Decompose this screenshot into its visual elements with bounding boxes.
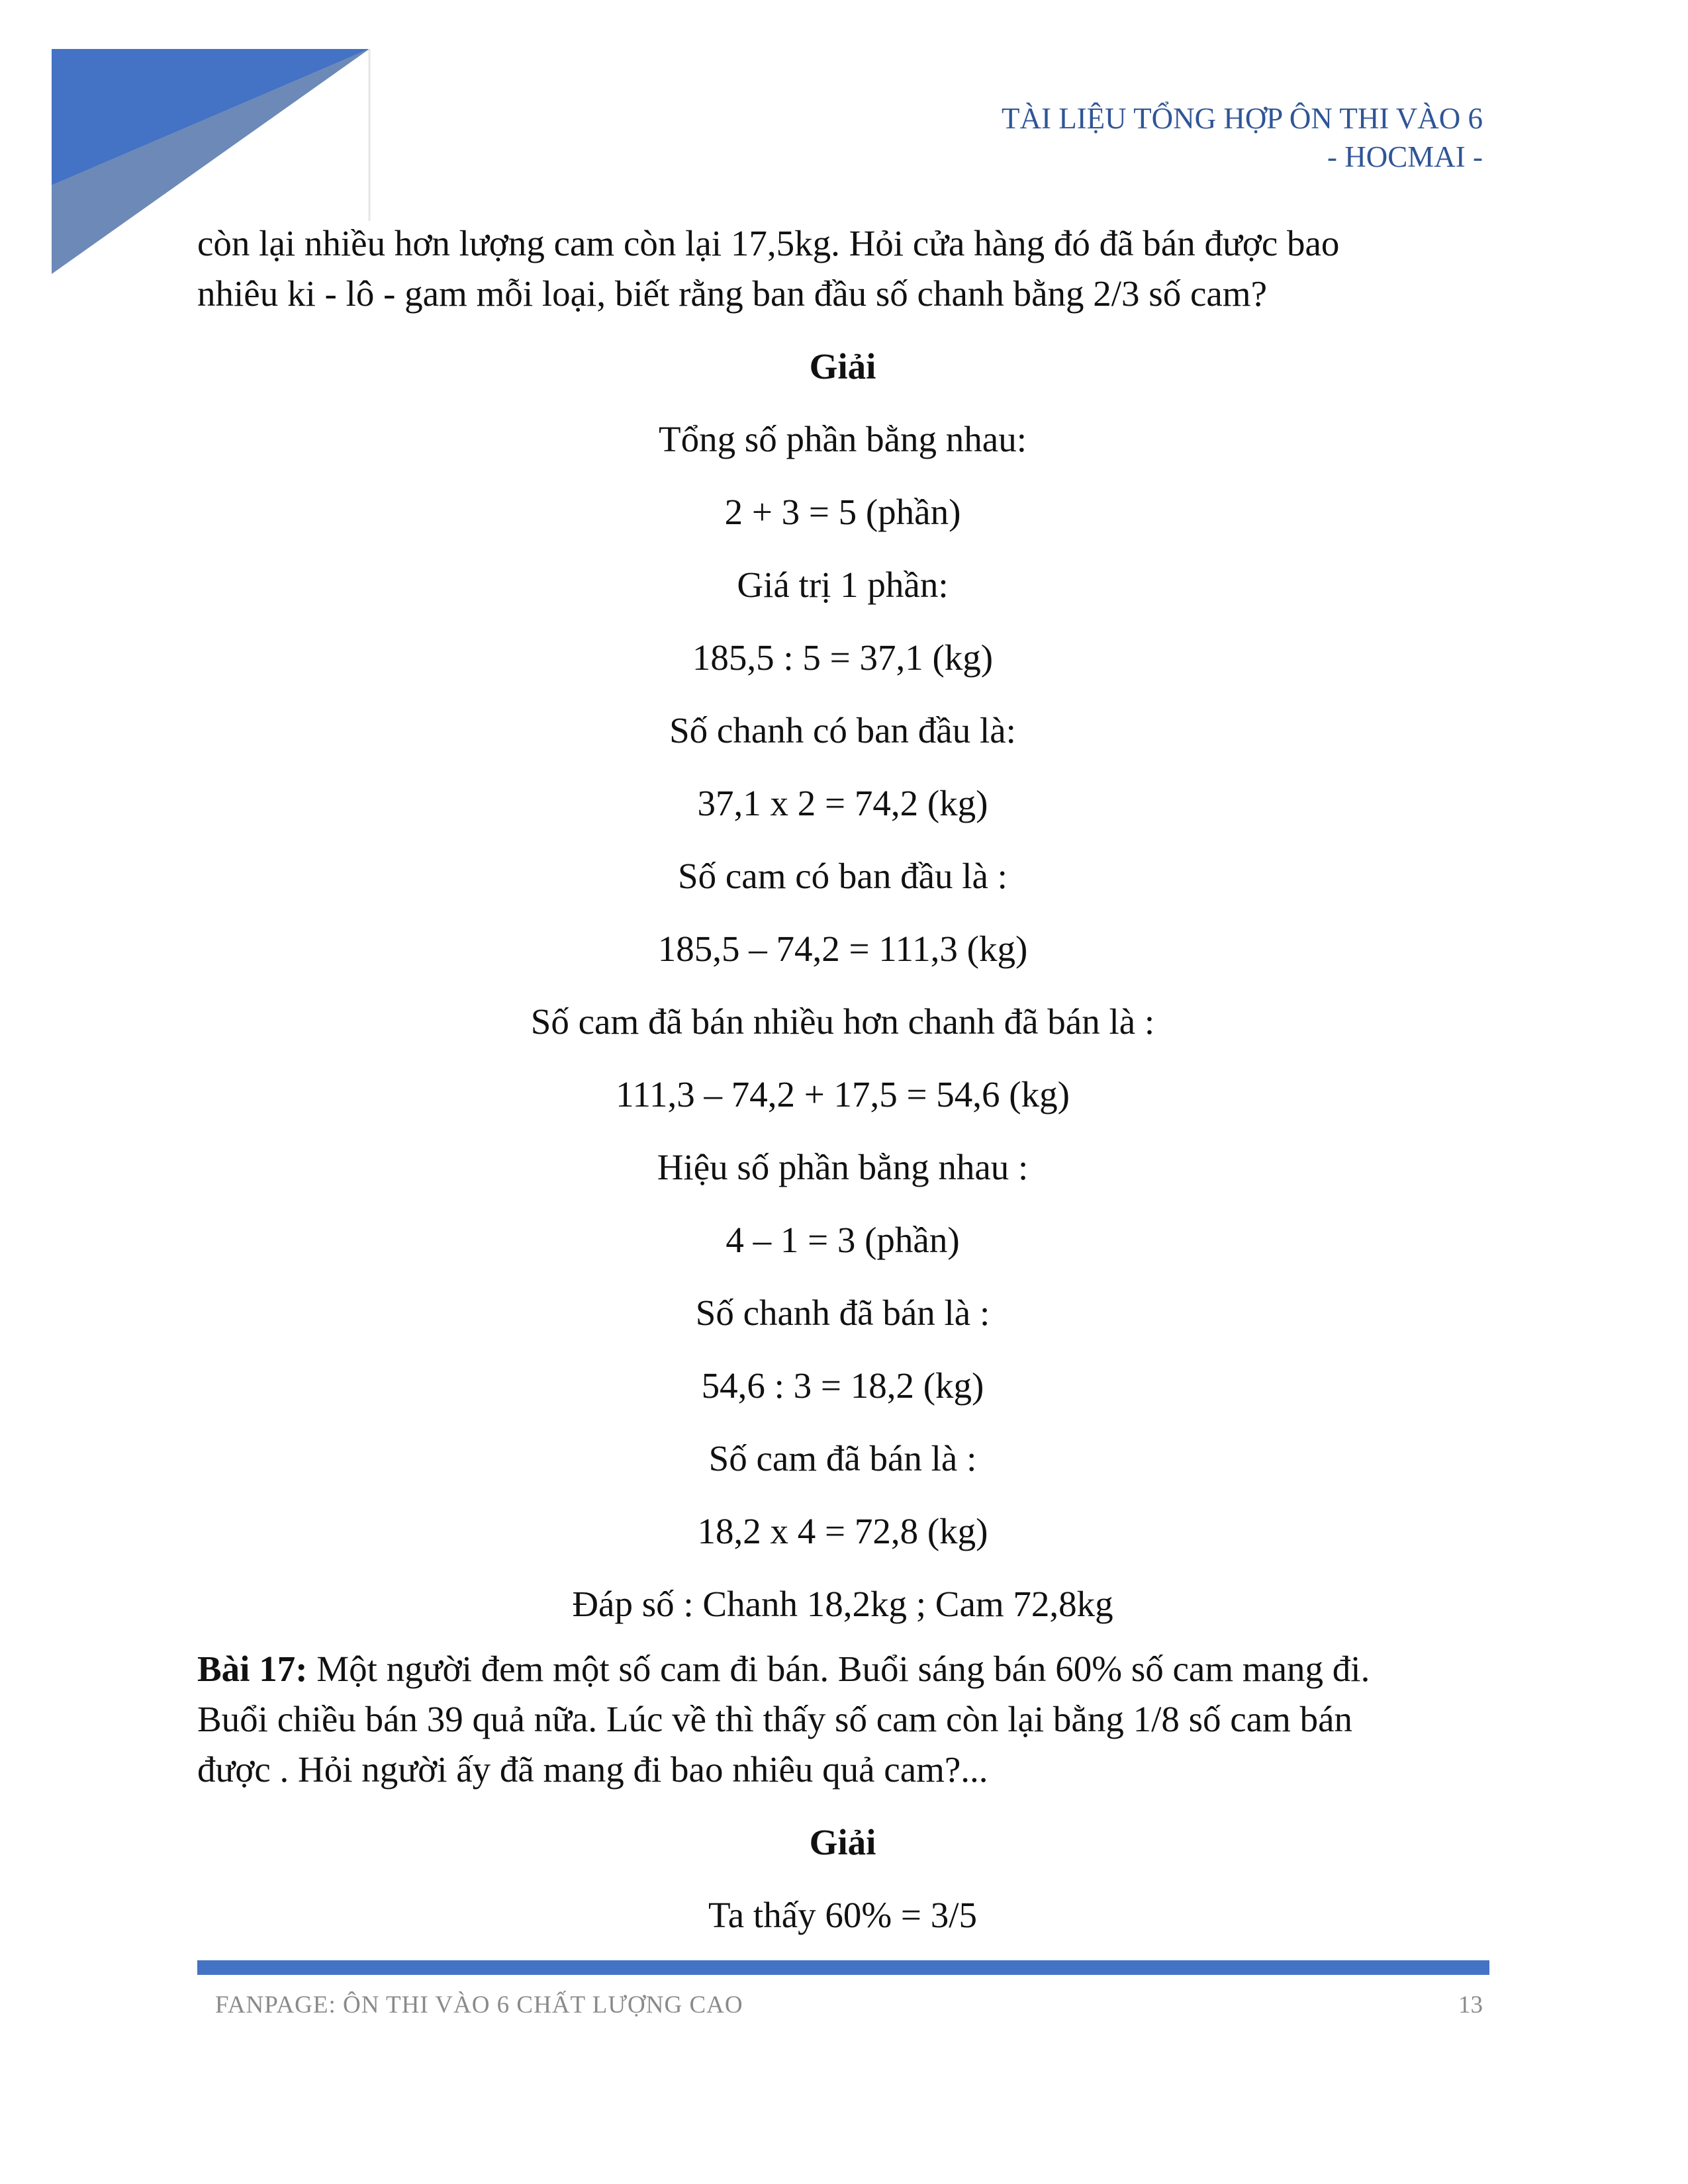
intro-line-2: nhiêu ki - lô - gam mỗi loại, biết rằng ban đầu số chanh bằng 2/3 số cam? bbox=[197, 273, 1267, 314]
solution-heading: Giải bbox=[809, 1822, 876, 1862]
page-header bbox=[1002, 99, 1483, 176]
footer-divider bbox=[197, 1960, 1489, 1975]
solution-line: 54,6 : 3 = 18,2 (kg) bbox=[701, 1365, 984, 1406]
solution-line: 111,3 – 74,2 + 17,5 = 54,6 (kg) bbox=[616, 1074, 1070, 1115]
solution-line: Giá trị 1 phần: bbox=[737, 565, 949, 605]
solution-line: 37,1 x 2 = 74,2 (kg) bbox=[697, 783, 988, 823]
solution-line: 185,5 : 5 = 37,1 (kg) bbox=[692, 637, 994, 678]
solution-line: Hiệu số phần bằng nhau : bbox=[657, 1147, 1029, 1187]
solution-line: 4 – 1 = 3 (phần) bbox=[726, 1220, 960, 1260]
header-subtitle: - HOCMAI - bbox=[1327, 140, 1483, 173]
page-number: 13 bbox=[1458, 1991, 1483, 2019]
document-body bbox=[197, 218, 1488, 1940]
solution-line: Số cam đã bán là : bbox=[708, 1438, 977, 1479]
solution-heading: Giải bbox=[809, 346, 876, 387]
footer-fanpage: FANPAGE: ÔN THI VÀO 6 CHẤT LƯỢNG CAO bbox=[215, 1991, 743, 2019]
problem-label: Bài 17: bbox=[197, 1649, 308, 1689]
solution-answer: Đáp số : Chanh 18,2kg ; Cam 72,8kg bbox=[572, 1584, 1113, 1624]
solution-line: Tổng số phần bằng nhau: bbox=[658, 419, 1027, 459]
solution-line: 18,2 x 4 = 72,8 (kg) bbox=[697, 1511, 988, 1551]
solution-line: Số cam có ban đầu là : bbox=[678, 856, 1008, 896]
solution-line: Ta thấy 60% = 3/5 bbox=[708, 1895, 977, 1935]
problem-text: Buổi chiều bán 39 quả nữa. Lúc về thì thấy số cam còn lại bằng 1/8 số cam bán bbox=[197, 1699, 1353, 1739]
header-title: TÀI LIỆU TỔNG HỢP ÔN THI VÀO 6 bbox=[1001, 102, 1483, 135]
intro-line-1: còn lại nhiều hơn lượng cam còn lại 17,5kg. Hỏi cửa hàng đó đã bán được bao bbox=[197, 223, 1340, 263]
solution-line: Số chanh đã bán là : bbox=[695, 1293, 990, 1333]
problem-text: Một người đem một số cam đi bán. Buổi sáng bán 60% số cam mang đi. bbox=[307, 1649, 1370, 1689]
problem-17 bbox=[197, 1644, 1488, 1795]
solution-line: 185,5 – 74,2 = 111,3 (kg) bbox=[657, 929, 1028, 969]
problem-text: được . Hỏi người ấy đã mang đi bao nhiêu quả cam?... bbox=[197, 1749, 988, 1790]
solution-line: Số chanh có ban đầu là: bbox=[669, 710, 1016, 751]
solution-line: 2 + 3 = 5 (phần) bbox=[724, 492, 961, 532]
solution-line: Số cam đã bán nhiều hơn chanh đã bán là : bbox=[530, 1001, 1155, 1042]
